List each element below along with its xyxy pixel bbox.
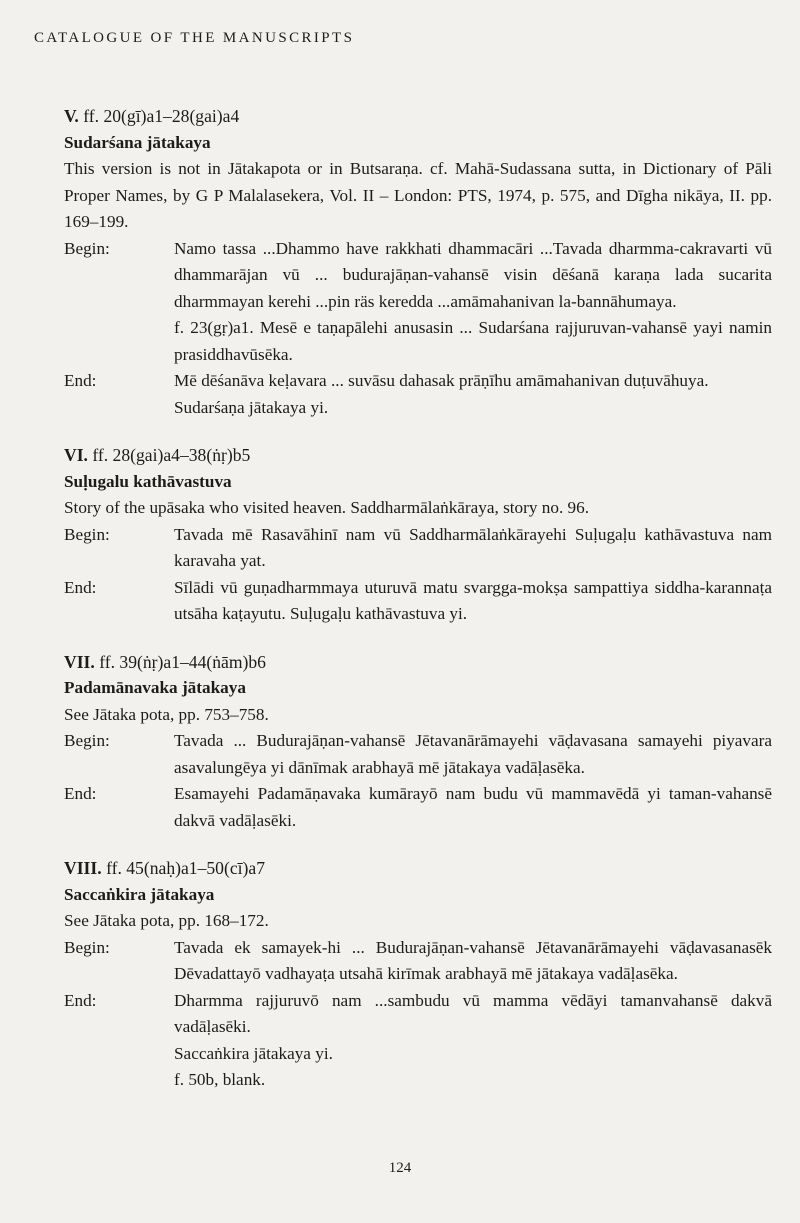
folio-note: f. 50b, blank.: [174, 1070, 266, 1089]
end-row: [64, 368, 772, 395]
end-continuation-row: [64, 395, 772, 422]
end-continuation-row: [64, 1041, 772, 1068]
end-label: End:: [64, 990, 97, 1010]
end-text: Dharmma rajjuruvō nam ...sambudu vū mamma vēdāyi tamanvahansē dakvā vadāḷasēki.: [174, 990, 772, 1036]
page-number: 124: [388, 1160, 412, 1176]
end-text: Sīlādi vū guṇadharmmaya uturuvā matu svargga-mokṣa sampattiya siddha-karannaṭa utsāha kaṭayutu. Suḷugaḷu kathāvastuva yi.: [174, 577, 772, 623]
entry-number: V.: [64, 106, 79, 126]
begin-label: Begin:: [64, 937, 110, 957]
entry-description: See Jātaka pota, pp. 168–172.: [64, 911, 269, 930]
entry-heading: [64, 103, 772, 130]
end-text: Mē dēśanāva keḷavara ... suvāsu dahasak prāṇīhu amāmahanivan duṭuvāhuya.: [174, 371, 709, 390]
entry-folios: ff. 20(gī)a1–28(gai)a4: [83, 106, 240, 126]
end-row: [64, 781, 772, 834]
end-label: End:: [64, 577, 97, 597]
folio-note-row: [64, 1067, 772, 1094]
running-head: CATALOGUE OF THE MANUSCRIPTS: [34, 30, 355, 46]
begin-text: Tavada mē Rasavāhinī nam vū Saddharmālaṅkārayehi Suḷugaḷu kathāvastuva nam karavaha yat.: [174, 524, 772, 570]
begin-continuation: f. 23(gṛ)a1. Mesē e taṇapālehi anusasin ... Sudarśana rajjuruvan-vahansē yayi namin prasiddhavūsēka.: [174, 318, 772, 364]
begin-text: Tavada ek samayek-hi ... Budurajāṇan-vahansē Jētavanārāmayehi vāḍavasanasēk Dēvadattayō vadhayaṭa utsahā kirīmak arabhayā mē jātakaya vadāḷasēka.: [174, 937, 772, 983]
entry-title: Padamānavaka jātakaya: [64, 678, 246, 697]
end-label: End:: [64, 371, 97, 390]
end-text: Esamayehi Padamāṇavaka kumārayō nam budu vū mammavēdā yi taman-vahansē dakvā vadāḷasēki.: [174, 784, 772, 830]
entry-heading: [64, 442, 772, 469]
begin-label: Begin:: [64, 238, 110, 258]
entry-description: This version is not in Jātakapota or in Butsaraṇa. cf. Mahā-Sudassana sutta, in Dictionary of Pāli Proper Names, by G P Malalasekera, Vol. II – London: PTS, 1974, p. 575, and Dīgha nikāya, II. pp. 169–199.: [64, 159, 772, 231]
begin-row: [64, 935, 772, 988]
begin-row: [64, 728, 772, 781]
begin-row: [64, 522, 772, 575]
entry-title: Saccaṅkira jātakaya: [64, 884, 215, 904]
entry-description: Story of the upāsaka who visited heaven. Saddharmālaṅkāraya, story no. 96.: [64, 498, 590, 517]
begin-label: Begin:: [64, 524, 110, 544]
end-row: [64, 575, 772, 628]
begin-text: Tavada ... Budurajāṇan-vahansē Jētavanārāmayehi vāḍavasana samayehi piyavara asavalungēya yi dānīmak arabhayā mē jātakaya vadāḷasēka.: [174, 731, 772, 777]
entry-folios: ff. 45(naḥ)a1–50(cī)a7: [106, 858, 265, 878]
catalogue-entries: [64, 103, 772, 1115]
catalogue-entry: [64, 442, 772, 628]
entry-heading: [64, 855, 772, 882]
end-continuation: Saccaṅkira jātakaya yi.: [174, 1043, 333, 1063]
begin-label: Begin:: [64, 731, 110, 750]
end-label: End:: [64, 784, 97, 803]
catalogue-entry: [64, 103, 772, 421]
begin-row: [64, 236, 772, 316]
entry-heading: [64, 649, 772, 676]
entry-number: VII.: [64, 651, 95, 672]
entry-title: Sudarśana jātakaya: [64, 132, 211, 152]
begin-text: Namo tassa ...Dhammo have rakkhati dhammacāri ...Tavada dharmma-cakravarti vū dhammarājan vū ... budurajāṇan-vahansē visin dēśanā karaṇa lada sucarita dharmmayan kerehi ...pin räs keredda ...amāmahanivan la-bannāhumaya.: [174, 238, 772, 311]
end-continuation: Sudarśaṇa jātakaya yi.: [174, 397, 329, 417]
entry-folios: ff. 28(gai)a4–38(ṅṛ)b5: [92, 445, 251, 465]
entry-number: VI.: [64, 445, 88, 465]
entry-folios: ff. 39(ṅṛ)a1–44(ṅām)b6: [99, 651, 266, 672]
entry-title: Suḷugalu kathāvastuva: [64, 471, 232, 491]
begin-continuation-row: [64, 315, 772, 368]
entry-description: See Jātaka pota, pp. 753–758.: [64, 704, 269, 724]
entry-number: VIII.: [64, 858, 102, 878]
end-row: [64, 988, 772, 1041]
catalogue-entry: [64, 649, 772, 835]
catalogue-entry: [64, 855, 772, 1094]
